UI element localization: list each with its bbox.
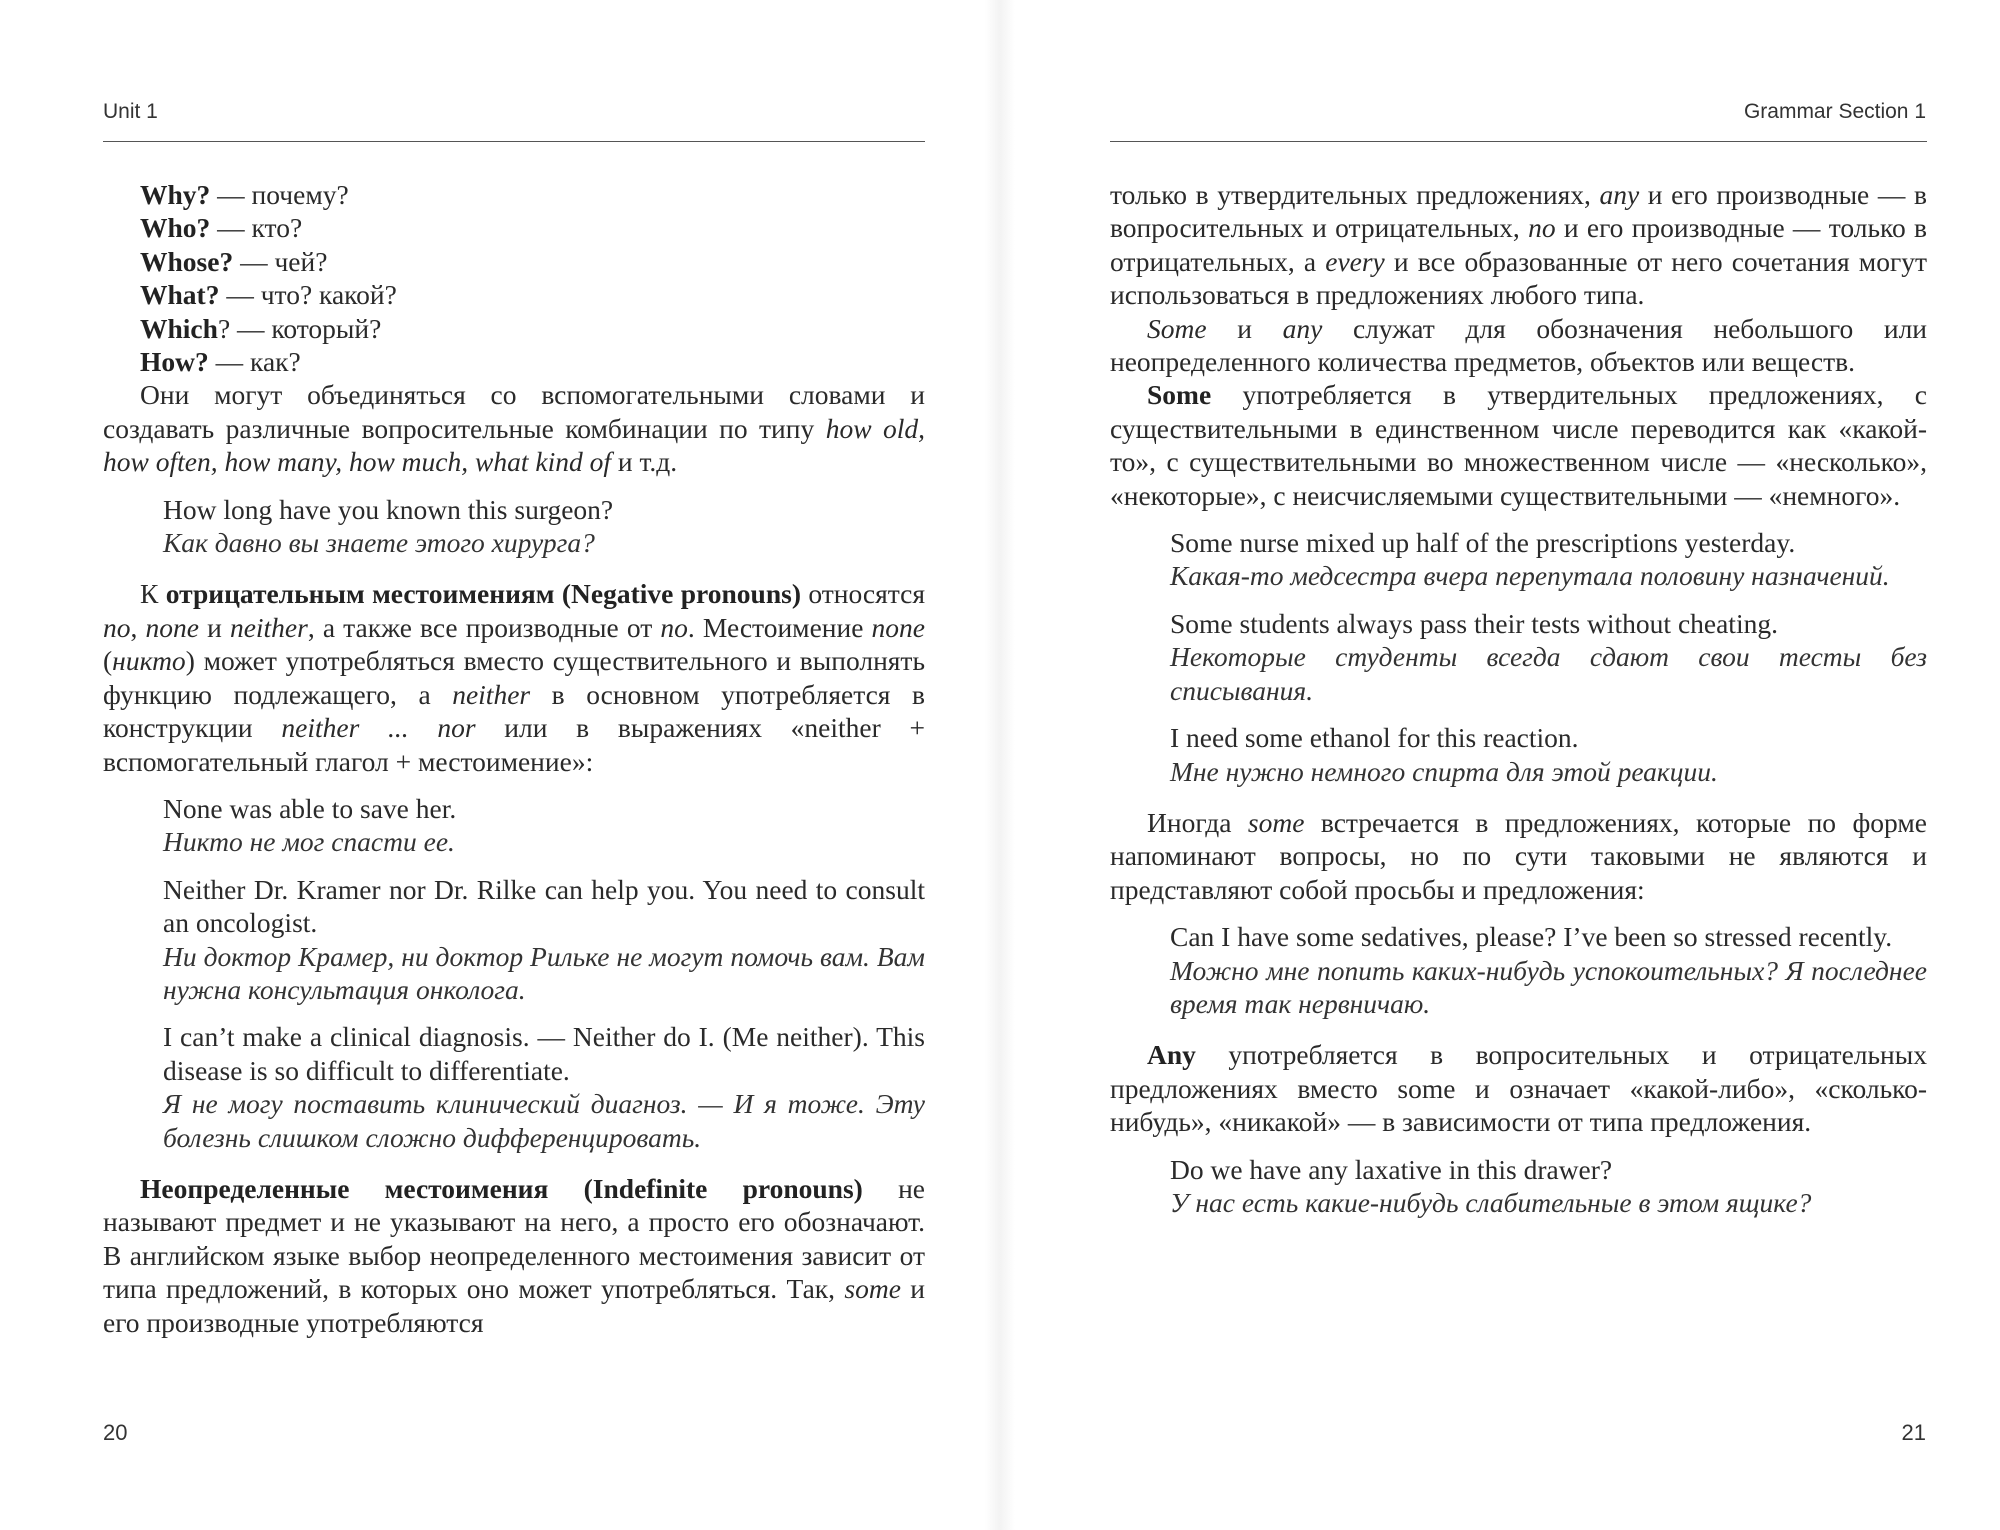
question-item: How? — как? [140, 346, 301, 378]
paragraph-any-usage: Any употребляется в вопросительных и отрицательных предложениях вместо some и означает «какой-либо», «сколько-нибудь», «никакой» — в зависимости от типа предложения. [1110, 1039, 1927, 1138]
example-russian: Я не могу поставить клинический диагноз. — И я тоже. Эту болезнь слишком сложно дифференцировать. [163, 1088, 925, 1153]
paragraph-continued: только в утвердительных предложениях, any и его производные — в вопросительных и отрицательных, no и его производные — только в отрицательных, а every и все образованные от него сочетания могут использоваться в предложениях любого типа. [1110, 179, 1927, 311]
term-some: Some [1147, 379, 1212, 411]
section-heading: отрицательным местоимениям (Negative pronouns) [165, 578, 801, 610]
left-page-content [103, 178, 925, 1339]
example-block [1110, 607, 1927, 707]
example-russian: Никто не мог спасти ее. [163, 826, 455, 858]
example-block [103, 792, 925, 859]
example-english: None was able to save her. [163, 792, 457, 824]
question-item: Why? — почему? [140, 179, 349, 210]
example-russian: Мне нужно немного спирта для этой реакции. [1170, 755, 1718, 787]
header-rule-right [1110, 141, 1927, 142]
paragraph-some-any: Some и any служат для обозначения небольшого или неопределенного количества предметов, объектов или веществ. [1110, 312, 1928, 378]
running-header-right: Grammar Section 1 [1743, 100, 1926, 123]
example-english: I can’t make a clinical diagnosis. — Neither do I. (Me neither). This disease is so difficult to differentiate. [163, 1021, 925, 1086]
right-page [1000, 0, 2000, 1530]
example-block [1110, 721, 1927, 788]
header-rule-left [103, 141, 925, 142]
example-block [1110, 920, 1927, 1020]
example-russian: Некоторые студенты всегда сдают свои тесты без списывания. [1170, 641, 1927, 706]
paragraph-some-usage: Some употребляется в утвердительных предложениях, с существительными в единственном числе переводится как «какой-то», с существительными во множественном числе — «несколько», «некоторые», с неисчисляемыми существительными — «немного». [1110, 379, 1927, 511]
paragraph-combinations: Они могут объединяться со вспомогательными словами и создавать различные вопросительные комбинации по типу how old, how often, how many, how much, what kind of и т.д. [103, 379, 926, 478]
example-russian: Как давно вы знаете этого хирурга? [163, 527, 595, 559]
question-item: Whose? — чей? [140, 245, 328, 277]
example-english: I need some ethanol for this reaction. [1170, 722, 1579, 754]
running-header-left: Unit 1 [103, 100, 158, 123]
example-block [1110, 1153, 1927, 1220]
example-english: How long have you known this surgeon? [163, 493, 614, 525]
example-block [103, 493, 925, 560]
example-english: Neither Dr. Kramer nor Dr. Rilke can help you. You need to consult an oncologist. [163, 873, 925, 939]
example-russian: Можно мне попить каких-нибудь успокоительных? Я последнее время так нервничаю. [1170, 954, 1927, 1019]
example-english: Do we have any laxative in this drawer? [1170, 1153, 1613, 1185]
example-russian: Ни доктор Крамер, ни доктор Рильке не могут помочь вам. Вам нужна консультация онколога. [163, 940, 925, 1005]
term-any: Any [1147, 1039, 1196, 1071]
example-block [1110, 526, 1927, 593]
question-item: Which? — который? [140, 312, 382, 344]
example-russian: Какая-то медсестра вчера перепутала половину назначений. [1170, 560, 1890, 592]
question-item: Who? — кто? [140, 212, 303, 244]
page-number-right: 21 [1901, 1420, 1926, 1445]
example-block [103, 1020, 925, 1154]
page-number-left: 20 [103, 1420, 128, 1445]
section-heading: Неопределенные местоимения (Indefinite pronouns) [140, 1172, 863, 1204]
question-item: What? — что? какой? [140, 279, 397, 311]
paragraph-some-requests: Иногда some встречается в предложениях, которые по форме напоминают вопросы, но по сути таковыми не являются и представляют собой просьбы и предложения: [1110, 806, 1927, 905]
example-russian: У нас есть какие-нибудь слабительные в этом ящике? [1170, 1186, 1812, 1218]
paragraph-indefinite-pronouns: Неопределенные местоимения (Indefinite pronouns) не называют предмет и не указывают на него, а просто его обозначают. В английском языке выбор неопределенного местоимения зависит от типа предложений, в которых оно может употребляться. Так, some и его производные употребляются [103, 1172, 925, 1338]
example-english: Some students always pass their tests without cheating. [1170, 607, 1778, 639]
example-english: Can I have some sedatives, please? I’ve been so stressed recently. [1170, 921, 1893, 953]
example-block [103, 873, 925, 1007]
right-page-content [1110, 178, 1927, 1219]
question-word-list [103, 178, 925, 378]
example-english: Some nurse mixed up half of the prescriptions yesterday. [1170, 527, 1796, 559]
paragraph-negative-pronouns: К отрицательным местоимениям (Negative pronouns) относятся no, none и neither, а также все производные от no. Местоимение none (никто) может употребляться вместо существительного и выполнять функцию подлежащего, а neither в основном употребляется в конструкции neither ... nor или в выражениях «neither + вспомогательный глагол + местоимение»: [103, 578, 926, 777]
